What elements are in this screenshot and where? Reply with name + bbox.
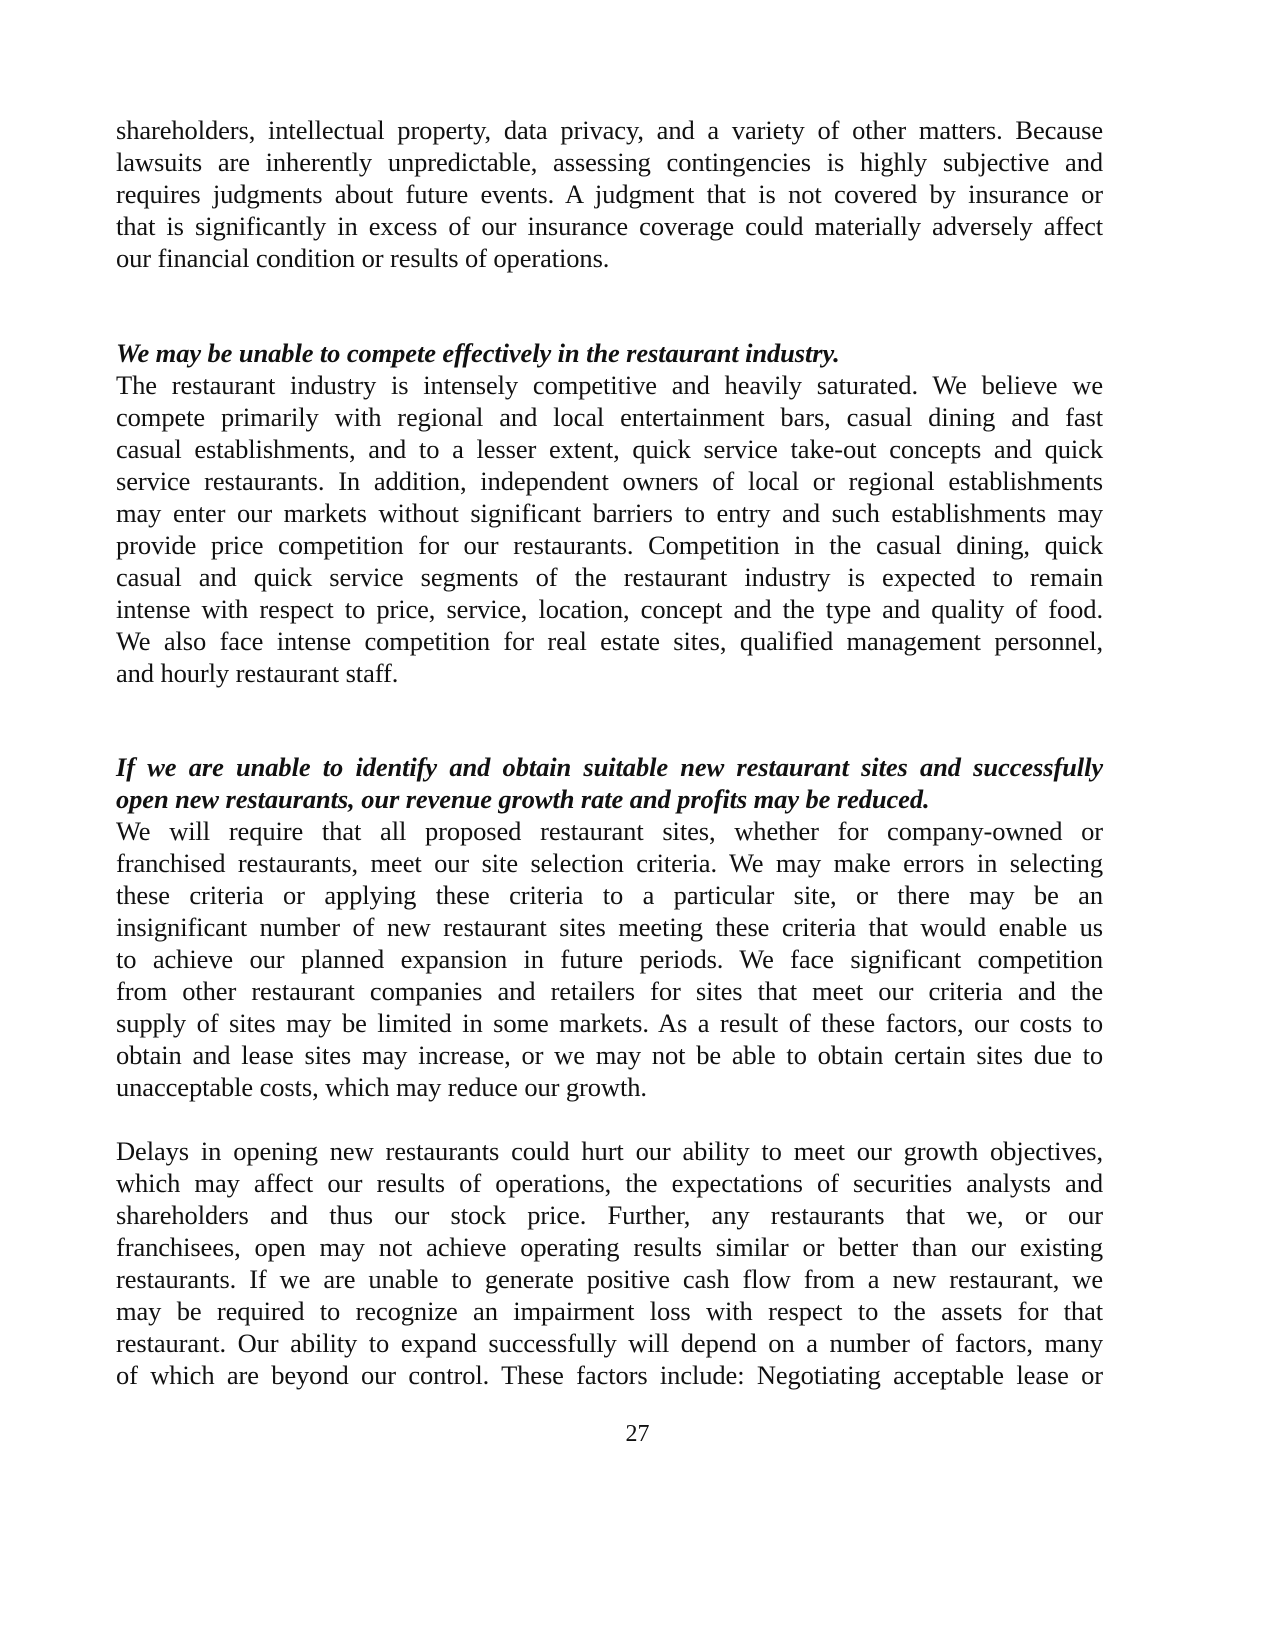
paragraph-litigation <box>116 114 1103 274</box>
section-heading: open new restaurants, our revenue growth rate and profits may be reduced. <box>116 784 930 814</box>
text-line: that is significantly in excess of our insurance coverage could materially adversely affect <box>116 211 1103 241</box>
text-line: may enter our markets without significant barriers to entry and such establishments may <box>116 498 1103 528</box>
text-line: We will require that all proposed restaurant sites, whether for company-owned or <box>116 816 1103 846</box>
text-line: service restaurants. In addition, independent owners of local or regional establishments <box>116 466 1103 496</box>
paragraph-competition <box>116 369 1103 689</box>
text-line: casual and quick service segments of the restaurant industry is expected to remain <box>116 562 1103 592</box>
section-new-sites <box>116 751 1103 1103</box>
text-line: to achieve our planned expansion in future periods. We face significant competition <box>116 944 1103 974</box>
paragraph-site-selection <box>116 815 1103 1103</box>
text-line: compete primarily with regional and local entertainment bars, casual dining and fast <box>116 402 1103 432</box>
text-line: which may affect our results of operations, the expectations of securities analysts and <box>116 1168 1103 1198</box>
text-line: supply of sites may be limited in some markets. As a result of these factors, our costs to <box>116 1008 1103 1038</box>
text-line: of which are beyond our control. These factors include: Negotiating acceptable lease or <box>116 1360 1103 1390</box>
page-number: 27 <box>625 1421 650 1447</box>
text-line: our financial condition or results of operations. <box>116 243 610 273</box>
text-line: casual establishments, and to a lesser extent, quick service take-out concepts and quick <box>116 434 1103 464</box>
text-line: obtain and lease sites may increase, or we may not be able to obtain certain sites due to <box>116 1040 1103 1070</box>
text-line: from other restaurant companies and retailers for sites that meet our criteria and the <box>116 976 1103 1006</box>
section-heading: We may be unable to compete effectively in the restaurant industry. <box>116 338 840 368</box>
text-line: and hourly restaurant staff. <box>116 658 399 688</box>
text-line: shareholders, intellectual property, data privacy, and a variety of other matters. Because <box>116 115 1103 145</box>
text-line: We also face intense competition for real estate sites, qualified management personnel, <box>116 626 1103 656</box>
text-line: insignificant number of new restaurant sites meeting these criteria that would enable us <box>116 912 1103 942</box>
text-line: The restaurant industry is intensely competitive and heavily saturated. We believe we <box>116 370 1103 400</box>
section-heading: If we are unable to identify and obtain suitable new restaurant sites and successfully <box>116 752 1103 782</box>
text-line: intense with respect to price, service, location, concept and the type and quality of food. <box>116 594 1103 624</box>
text-line: may be required to recognize an impairment loss with respect to the assets for that <box>116 1296 1103 1326</box>
text-line: shareholders and thus our stock price. Further, any restaurants that we, or our <box>116 1200 1103 1230</box>
text-line: these criteria or applying these criteria to a particular site, or there may be an <box>116 880 1103 910</box>
text-line: Delays in opening new restaurants could hurt our ability to meet our growth objectives, <box>116 1136 1103 1166</box>
text-line: unacceptable costs, which may reduce our growth. <box>116 1072 647 1102</box>
paragraph-delays <box>116 1135 1103 1391</box>
text-line: restaurants. If we are unable to generate positive cash flow from a new restaurant, we <box>116 1264 1103 1294</box>
text-line: franchisees, open may not achieve operating results similar or better than our existing <box>116 1232 1103 1262</box>
text-line: provide price competition for our restaurants. Competition in the casual dining, quick <box>116 530 1103 560</box>
text-line: restaurant. Our ability to expand successfully will depend on a number of factors, many <box>116 1328 1103 1358</box>
section-competition <box>116 337 1103 689</box>
text-line: franchised restaurants, meet our site selection criteria. We may make errors in selecting <box>116 848 1103 878</box>
text-line: lawsuits are inherently unpredictable, assessing contingencies is highly subjective and <box>116 147 1103 177</box>
text-line: requires judgments about future events. A judgment that is not covered by insurance or <box>116 179 1103 209</box>
